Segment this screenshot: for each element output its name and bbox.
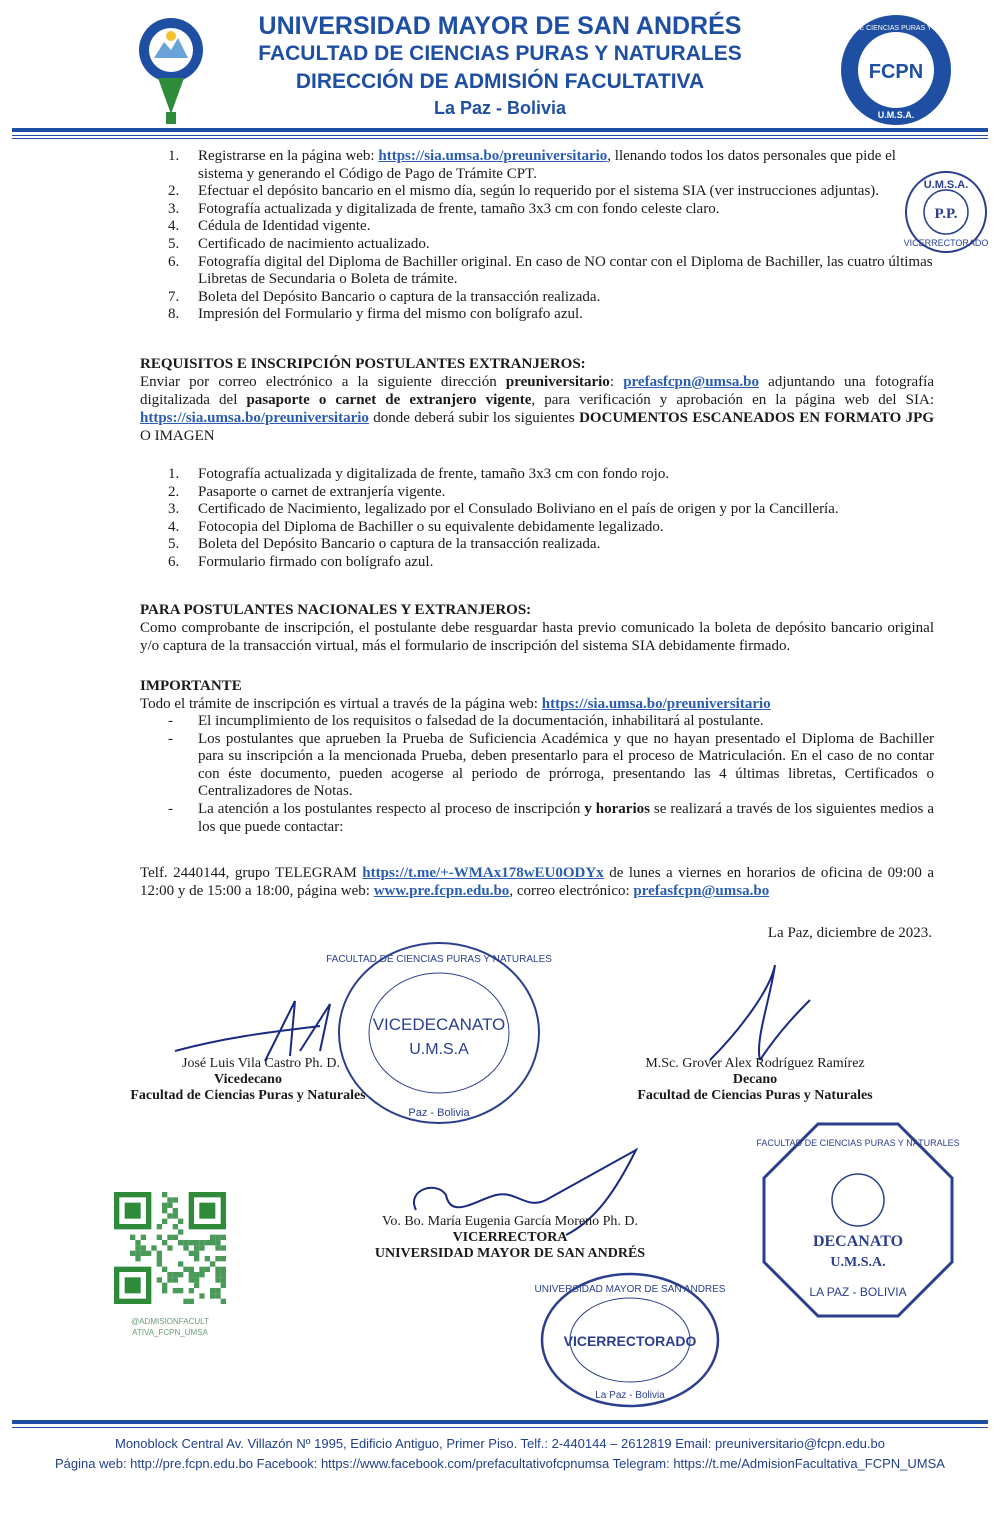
signer-role: Decano: [732, 1072, 778, 1087]
list-item: 5. Boleta del Depósito Bancario o captura de la transacción realizada.: [168, 536, 601, 553]
fcpn-logo-text: FCPN: [868, 61, 924, 83]
footer-rule-thick: [12, 1420, 988, 1424]
header-line3: DIRECCIÓN DE ADMISIÓN FACULTATIVA: [295, 70, 705, 93]
list-item: 1. Fotografía actualizada y digitalizada de frente, tamaño 3x3 cm con fondo rojo.: [168, 466, 670, 482]
both-paragraph: Como comprobante de inscripción, el postulante debe resguardar hasta previo comunicado la boleta de depósito bancario original y/o captura de la transacción virtual, más el formulario de inscripción del sistema SIA debidamente firmado.: [140, 620, 934, 654]
signer-name: Vo. Bo. María Eugenia García Moreno Ph. D.: [382, 1214, 638, 1229]
date: La Paz, diciembre de 2023.: [767, 925, 932, 941]
pp-stamp-bottom: VICERRECTORADO: [903, 238, 989, 248]
decanato-stamp-center2: U.M.S.A.: [830, 1255, 886, 1270]
important-list: [140, 713, 934, 836]
qr-caption-line1: @ADMISIONFACULT: [131, 1317, 209, 1326]
pp-stamp-center: P.P.: [934, 206, 958, 222]
list-item: 1. Registrarse en la página web: https://sia.umsa.bo/preuniversitario, llenando todos los datos personales que pide el sistema y generando el Código de Pago de Trámite CPT.: [168, 148, 896, 182]
list-item: - Los postulantes que aprueben la Prueba de Suficiencia Académica y que no hayan presentado el Diploma de Bachiller para su inscripción a la mencionada Prueba, deben presentarlo para el proceso de Matriculación. En el caso de no contar con éste documento, pueden acogerse al periodo de prórroga, presentando las 4 últimas libretas, Certificados o Centralizadores de Notas.: [168, 730, 934, 800]
qr-caption-line2: ATIVA_FCPN_UMSA: [132, 1328, 208, 1337]
fcpn-logo: [816, 12, 976, 128]
vicedecanato-stamp-center1: VICEDECANATO: [372, 1015, 506, 1034]
national-requirements: [140, 148, 940, 324]
email-link[interactable]: prefasfcpn@umsa.bo: [633, 883, 770, 899]
list-item: - La atención a los postulantes respecto al proceso de inscripción y horarios se realizará a través de los siguientes medios a los que puede contactar:: [168, 800, 934, 835]
decanato-stamp-ring: FACULTAD DE CIENCIAS PURAS Y NATURALES: [756, 1138, 960, 1148]
list-item: 5. Certificado de nacimiento actualizado.: [168, 235, 430, 252]
list-item: 4. Cédula de Identidad vigente.: [168, 218, 371, 235]
sia-link[interactable]: https://sia.umsa.bo/preuniversitario: [140, 410, 369, 426]
pp-stamp-top: U.M.S.A.: [923, 179, 969, 191]
signer-org: Facultad de Ciencias Puras y Naturales: [637, 1088, 873, 1103]
foreign-list: [140, 466, 934, 572]
decanato-stamp: [756, 1120, 960, 1320]
both-section: [140, 602, 934, 655]
important-intro: Todo el trámite de inscripción es virtual a través de la página web: https://sia.umsa.bo/preuniversitario: [140, 696, 771, 712]
list-item: 2. Pasaporte o carnet de extranjería vigente.: [168, 483, 446, 500]
vicerrectorado-stamp: [534, 1270, 726, 1410]
telegram-link[interactable]: https://t.me/+-WMAx178wEU0ODYx: [362, 865, 604, 881]
decanato-stamp-bottom: LA PAZ - BOLIVIA: [809, 1285, 907, 1299]
list-item: 2. Efectuar el depósito bancario en el mismo día, según lo requerido por el sistema SIA (ver instrucciones adjuntas).: [168, 183, 880, 200]
list-item: 7. Boleta del Depósito Bancario o captura de la transacción realizada.: [168, 288, 601, 305]
foreign-section: [140, 356, 934, 572]
list-item: 3. Fotografía actualizada y digitalizada de frente, tamaño 3x3 cm con fondo celeste claro.: [168, 200, 720, 217]
qr-caption: [100, 1316, 240, 1338]
website-link[interactable]: www.pre.fcpn.edu.bo: [373, 883, 510, 899]
sia-link[interactable]: https://sia.umsa.bo/preuniversitario: [378, 148, 608, 164]
important-section: [140, 678, 934, 836]
list-item: 4. Fotocopia del Diploma de Bachiller o su equivalente debidamente legalizado.: [168, 518, 664, 535]
signer-org: UNIVERSIDAD MAYOR DE SAN ANDRÉS: [374, 1246, 646, 1261]
signature-right: [600, 1056, 910, 1104]
list-item: - El incumplimiento de los requisitos o falsedad de la documentación, inhabilitará al postulante.: [168, 713, 764, 729]
pp-stamp: [902, 168, 990, 256]
header-rule-thin: [12, 135, 988, 136]
email-link[interactable]: prefasfcpn@umsa.bo: [623, 374, 759, 390]
fcpn-logo-ring: FACULTAD DE CIENCIAS PURAS Y NATURALES: [816, 25, 976, 32]
signature-left: [98, 1056, 398, 1104]
header-rule-thin2: [12, 138, 988, 139]
signer-role: VICERRECTORA: [452, 1230, 568, 1245]
vicedecanato-stamp-bottom: Paz - Bolivia: [408, 1107, 470, 1119]
footer-rule-thin: [12, 1427, 988, 1428]
header-line2: FACULTAD DE CIENCIAS PURAS Y NATURALES: [258, 42, 742, 65]
signer-name: M.Sc. Grover Alex Rodríguez Ramírez: [645, 1056, 865, 1071]
signer-org: Facultad de Ciencias Puras y Naturales: [130, 1088, 366, 1103]
fcpn-logo-bottom: U.M.S.A.: [877, 110, 915, 120]
footer-address: Monoblock Central Av. Villazón Nº 1995, Edificio Antiguo, Primer Piso. Telf.: 2-440144 – 2612819 Email: preuniversitario@fcpn.edu.bo: [115, 1436, 885, 1451]
header-line4: La Paz - Bolivia: [433, 98, 567, 118]
vicedecanato-stamp-ring: FACULTAD DE CIENCIAS PURAS Y NATURALES: [326, 954, 552, 965]
national-list: [140, 148, 940, 324]
header-rule-thick: [12, 128, 988, 132]
footer-links: Página web: http://pre.fcpn.edu.bo Facebook: https://www.facebook.com/prefacultativofcpnumsa Telegram: https://t.me/AdmisionFacultativa_FCPN_UMSA: [55, 1456, 945, 1471]
list-item: 3. Certificado de Nacimiento, legalizado por el Consulado Boliviano en el país de origen y por la Cancillería.: [168, 501, 839, 518]
foreign-paragraph: Enviar por correo electrónico a la siguiente dirección preuniversitario: prefasfcpn@umsa.bo adjuntando una fotografía digitalizada del pasaporte o carnet de extranjero vigente, para verificación y aprobación en la página web del SIA: https://sia.umsa.bo/preuniversitario donde deberá subir los siguientes DOCUMENTOS ESCANEADOS EN FORMATO JPG O IMAGEN: [140, 374, 935, 444]
both-title: PARA POSTULANTES NACIONALES Y EXTRANJEROS:: [140, 602, 532, 618]
decano-signature-icon: [700, 960, 820, 1070]
list-item: 8. Impresión del Formulario y firma del mismo con bolígrafo azul.: [168, 306, 583, 323]
foreign-title: REQUISITOS E INSCRIPCIÓN POSTULANTES EXTRANJEROS:: [140, 356, 586, 372]
vicerrectorado-stamp-ring: UNIVERSIDAD MAYOR DE SAN ANDRES: [534, 1284, 726, 1295]
decanato-stamp-center1: DECANATO: [812, 1233, 904, 1250]
qr-code[interactable]: [114, 1192, 226, 1304]
signature-center: [330, 1214, 690, 1262]
vicedecanato-stamp-center2: U.M.S.A: [409, 1041, 469, 1058]
contact-paragraph: Telf. 2440144, grupo TELEGRAM https://t.me/+-WMAx178wEU0ODYx de lunes a viernes en horarios de oficina de 09:00 a 12:00 y de 15:00 a 18:00, página web: www.pre.fcpn.edu.bo, correo electrónico: prefasfcpn@umsa.bo: [140, 865, 934, 899]
signer-name: José Luis Vila Castro Ph. D.: [182, 1056, 340, 1071]
list-item: 6. Formulario firmado con bolígrafo azul.: [168, 553, 434, 570]
vicerrectorado-stamp-center: VICERRECTORADO: [563, 1333, 697, 1349]
signer-role: Vicedecano: [214, 1072, 282, 1087]
sia-link[interactable]: https://sia.umsa.bo/preuniversitario: [541, 696, 771, 712]
vicerrectorado-stamp-bottom: La Paz - Bolivia: [595, 1390, 665, 1401]
header-line1: UNIVERSIDAD MAYOR DE SAN ANDRÉS: [258, 12, 742, 40]
important-title: IMPORTANTE: [140, 678, 242, 694]
list-item: 6. Fotografía digital del Diploma de Bachiller original. En caso de NO contar con el Diploma de Bachiller, las cuatro últimas Libretas de Secundaria o Boleta de trámite.: [168, 253, 933, 288]
